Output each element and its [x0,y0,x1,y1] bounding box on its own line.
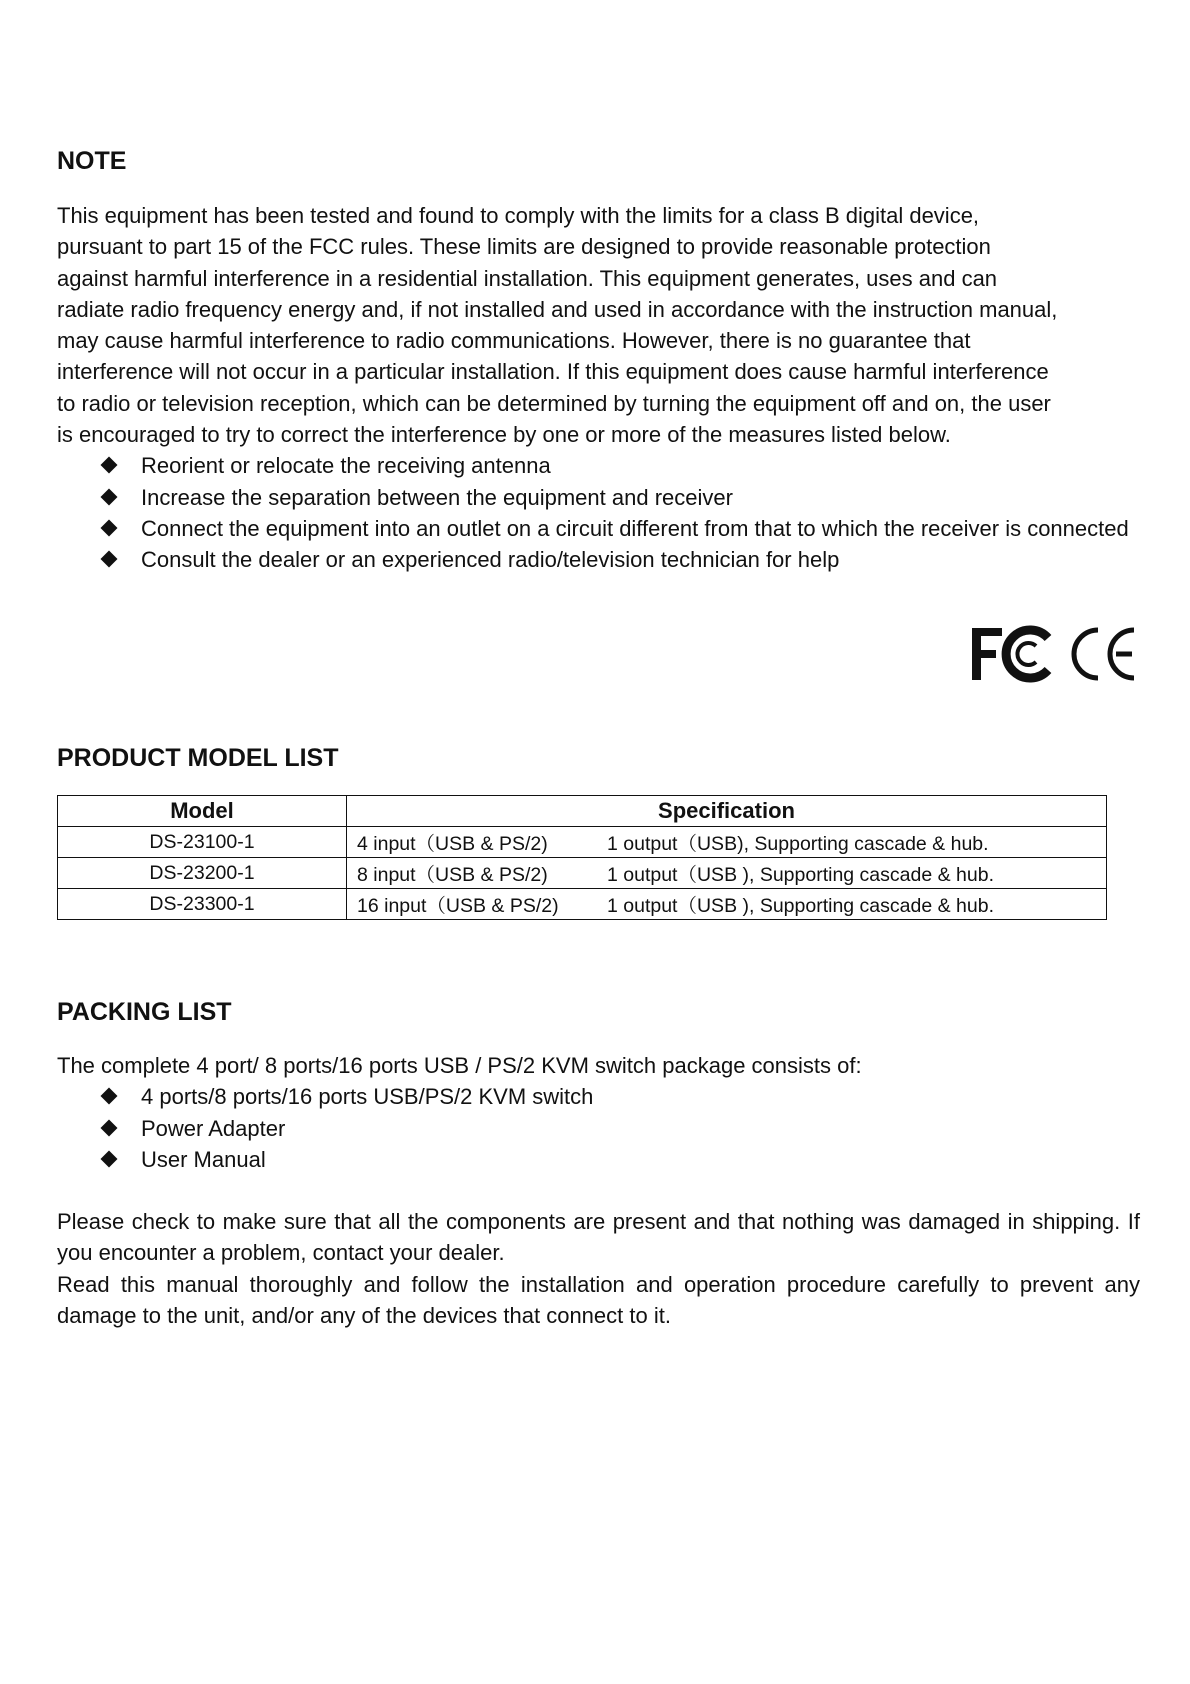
list-item [57,450,1141,481]
note-bullet-list [57,450,1147,575]
list-item-text: Power Adapter [141,1115,286,1141]
model-list-heading: PRODUCT MODEL LIST [57,744,339,772]
diamond-bullet-icon [101,1088,118,1105]
note-line: interference will not occur in a particular installation. If this equipment does cause harmful interference [57,359,1049,385]
note-line: is encouraged to try to correct the interference by one or more of the measures listed below. [57,422,951,448]
packing-check-paragraph: Please check to make sure that all the components are present and that nothing was damaged in shipping. If you encounter a problem, contact your dealer. [57,1209,1140,1266]
spec-cell [347,827,1107,858]
model-cell: DS-23100-1 [58,827,347,858]
list-item-text: Connect the equipment into an outlet on a circuit different from that to which the receiver is connected [141,515,1129,541]
column-header-model: Model [58,796,347,827]
spec-cell [347,858,1107,889]
packing-body [57,1050,1147,1331]
diamond-bullet-icon [101,457,118,474]
note-body [57,200,1147,576]
table-row [58,827,1107,858]
model-table [57,795,1107,920]
list-item [57,1081,1141,1112]
note-line: may cause harmful interference to radio communications. However, there is no guarantee that [57,328,971,354]
ce-logo-icon [1074,630,1134,678]
table-row [58,858,1107,889]
list-item-text: Reorient or relocate the receiving antenna [141,453,551,479]
spec-output: 1 output（USB ), Supporting cascade & hub. [607,864,994,886]
diamond-bullet-icon [101,519,118,536]
list-item-text: User Manual [141,1146,266,1172]
packing-read-paragraph: Read this manual thoroughly and follow the installation and operation procedure carefully to prevent any damage to the unit, and/or any of the devices that connect to it. [57,1271,1140,1329]
column-header-specification: Specification [347,796,1107,827]
list-item [57,1144,1141,1175]
fcc-logo-icon [972,628,1048,680]
model-cell: DS-23300-1 [58,889,347,920]
note-line: to radio or television reception, which can be determined by turning the equipment off and on, the user [57,390,1051,416]
list-item [57,1113,1141,1144]
spec-output: 1 output（USB ), Supporting cascade & hub. [607,895,994,917]
spec-input: 4 input（USB & PS/2) [357,833,548,855]
note-line: pursuant to part 15 of the FCC rules. These limits are designed to provide reasonable protection [57,234,991,260]
diamond-bullet-icon [101,1150,118,1167]
list-item [57,544,1141,575]
fcc-ce-logo [970,624,1140,684]
packing-bullet-list [57,1081,1147,1175]
list-item-text: Increase the separation between the equipment and receiver [141,484,733,510]
list-item-text: 4 ports/8 ports/16 ports USB/PS/2 KVM switch [141,1084,594,1110]
note-line: against harmful interference in a residential installation. This equipment generates, uses and can [57,265,998,291]
model-cell: DS-23200-1 [58,858,347,889]
diamond-bullet-icon [101,1119,118,1136]
note-line: radiate radio frequency energy and, if not installed and used in accordance with the instruction manual, [57,296,1058,322]
diamond-bullet-icon [101,551,118,568]
list-item [57,482,1141,513]
note-line: This equipment has been tested and found to comply with the limits for a class B digital device, [57,203,980,228]
packing-list-heading: PACKING LIST [57,998,232,1026]
spec-cell [347,889,1107,920]
list-item [57,513,1181,544]
packing-intro: The complete 4 port/ 8 ports/16 ports USB / PS/2 KVM switch package consists of: [57,1053,862,1078]
table-row [58,889,1107,920]
spec-output: 1 output（USB), Supporting cascade & hub. [607,833,989,855]
note-heading: NOTE [57,147,127,175]
spec-input: 16 input（USB & PS/2) [357,895,559,917]
spec-input: 8 input（USB & PS/2) [357,864,548,886]
diamond-bullet-icon [101,488,118,505]
list-item-text: Consult the dealer or an experienced radio/television technician for help [141,547,840,573]
table-header-row [58,796,1107,827]
